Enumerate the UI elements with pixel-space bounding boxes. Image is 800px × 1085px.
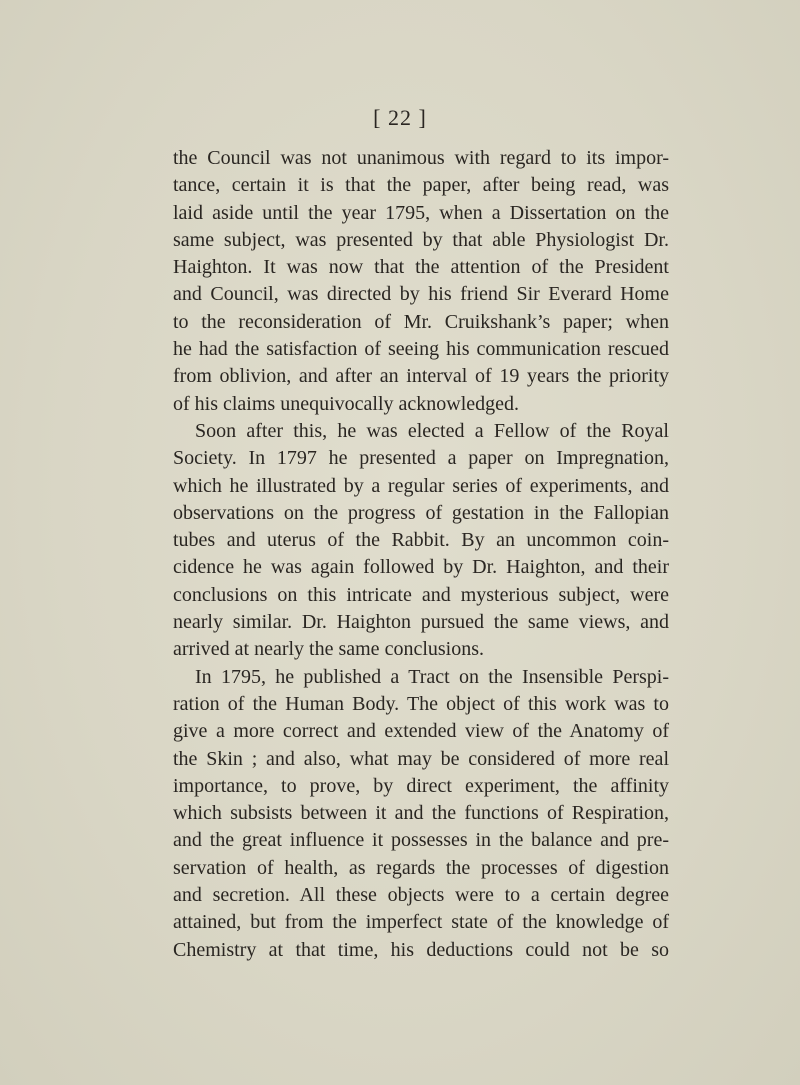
text-line: Soon after this, he was elected a Fellow of the Royal: [195, 419, 669, 442]
text-line: he had the satisfaction of seeing his communication rescued: [173, 338, 669, 361]
text-line: Society. In 1797 he presented a paper on Impregnation,: [173, 447, 669, 470]
text-line: ration of the Human Body. The object of this work was to: [173, 692, 669, 715]
text-line: servation of health, as regards the processes of digestion: [173, 856, 669, 879]
text-line: nearly similar. Dr. Haighton pursued the same views, and: [173, 611, 669, 634]
text-line: and Council, was directed by his friend Sir Everard Home: [173, 283, 669, 306]
text-line: the Council was not unanimous with regard to its impor-: [173, 147, 669, 169]
paragraph-1: [173, 145, 669, 418]
text-line: laid aside until the year 1795, when a Dissertation on the: [173, 201, 669, 224]
text-line: arrived at nearly the same conclusions.: [173, 638, 484, 661]
text-line: conclusions on this intricate and mysterious subject, were: [173, 583, 669, 606]
text-line: give a more correct and extended view of the Anatomy of: [173, 720, 669, 743]
text-line: tance, certain it is that the paper, after being read, was: [173, 174, 669, 197]
text-line: which he illustrated by a regular series of experiments, and: [173, 474, 669, 497]
body-text: [173, 145, 669, 964]
text-line: and secretion. All these objects were to a certain degree: [173, 884, 669, 907]
text-line: from oblivion, and after an interval of 19 years the priority: [173, 365, 669, 388]
text-line: importance, to prove, by direct experiment, the affinity: [173, 774, 669, 797]
text-line: Haighton. It was now that the attention of the President: [173, 256, 669, 279]
page-number: [ 22 ]: [373, 105, 427, 130]
text-line: Chemistry at that time, his deductions could not be so: [173, 938, 669, 961]
paragraph-3: [173, 664, 669, 964]
text-line: the Skin ; and also, what may be considered of more real: [173, 747, 669, 770]
text-line: to the reconsideration of Mr. Cruikshank’s paper; when: [173, 310, 669, 333]
text-line: tubes and uterus of the Rabbit. By an uncommon coin-: [173, 529, 669, 552]
text-line: cidence he was again followed by Dr. Haighton, and their: [173, 556, 669, 579]
paragraph-2: [173, 418, 669, 664]
text-line: which subsists between it and the functions of Respiration,: [173, 802, 669, 825]
text-line: of his claims unequivocally acknowledged.: [173, 392, 520, 415]
text-line: and the great influence it possesses in the balance and pre-: [173, 829, 669, 852]
text-line: observations on the progress of gestation in the Fallopian: [173, 501, 669, 524]
text-line: attained, but from the imperfect state of the knowledge of: [173, 911, 669, 934]
text-line: In 1795, he published a Tract on the Insensible Perspi-: [195, 665, 669, 688]
text-line: same subject, was presented by that able Physiologist Dr.: [173, 228, 669, 251]
